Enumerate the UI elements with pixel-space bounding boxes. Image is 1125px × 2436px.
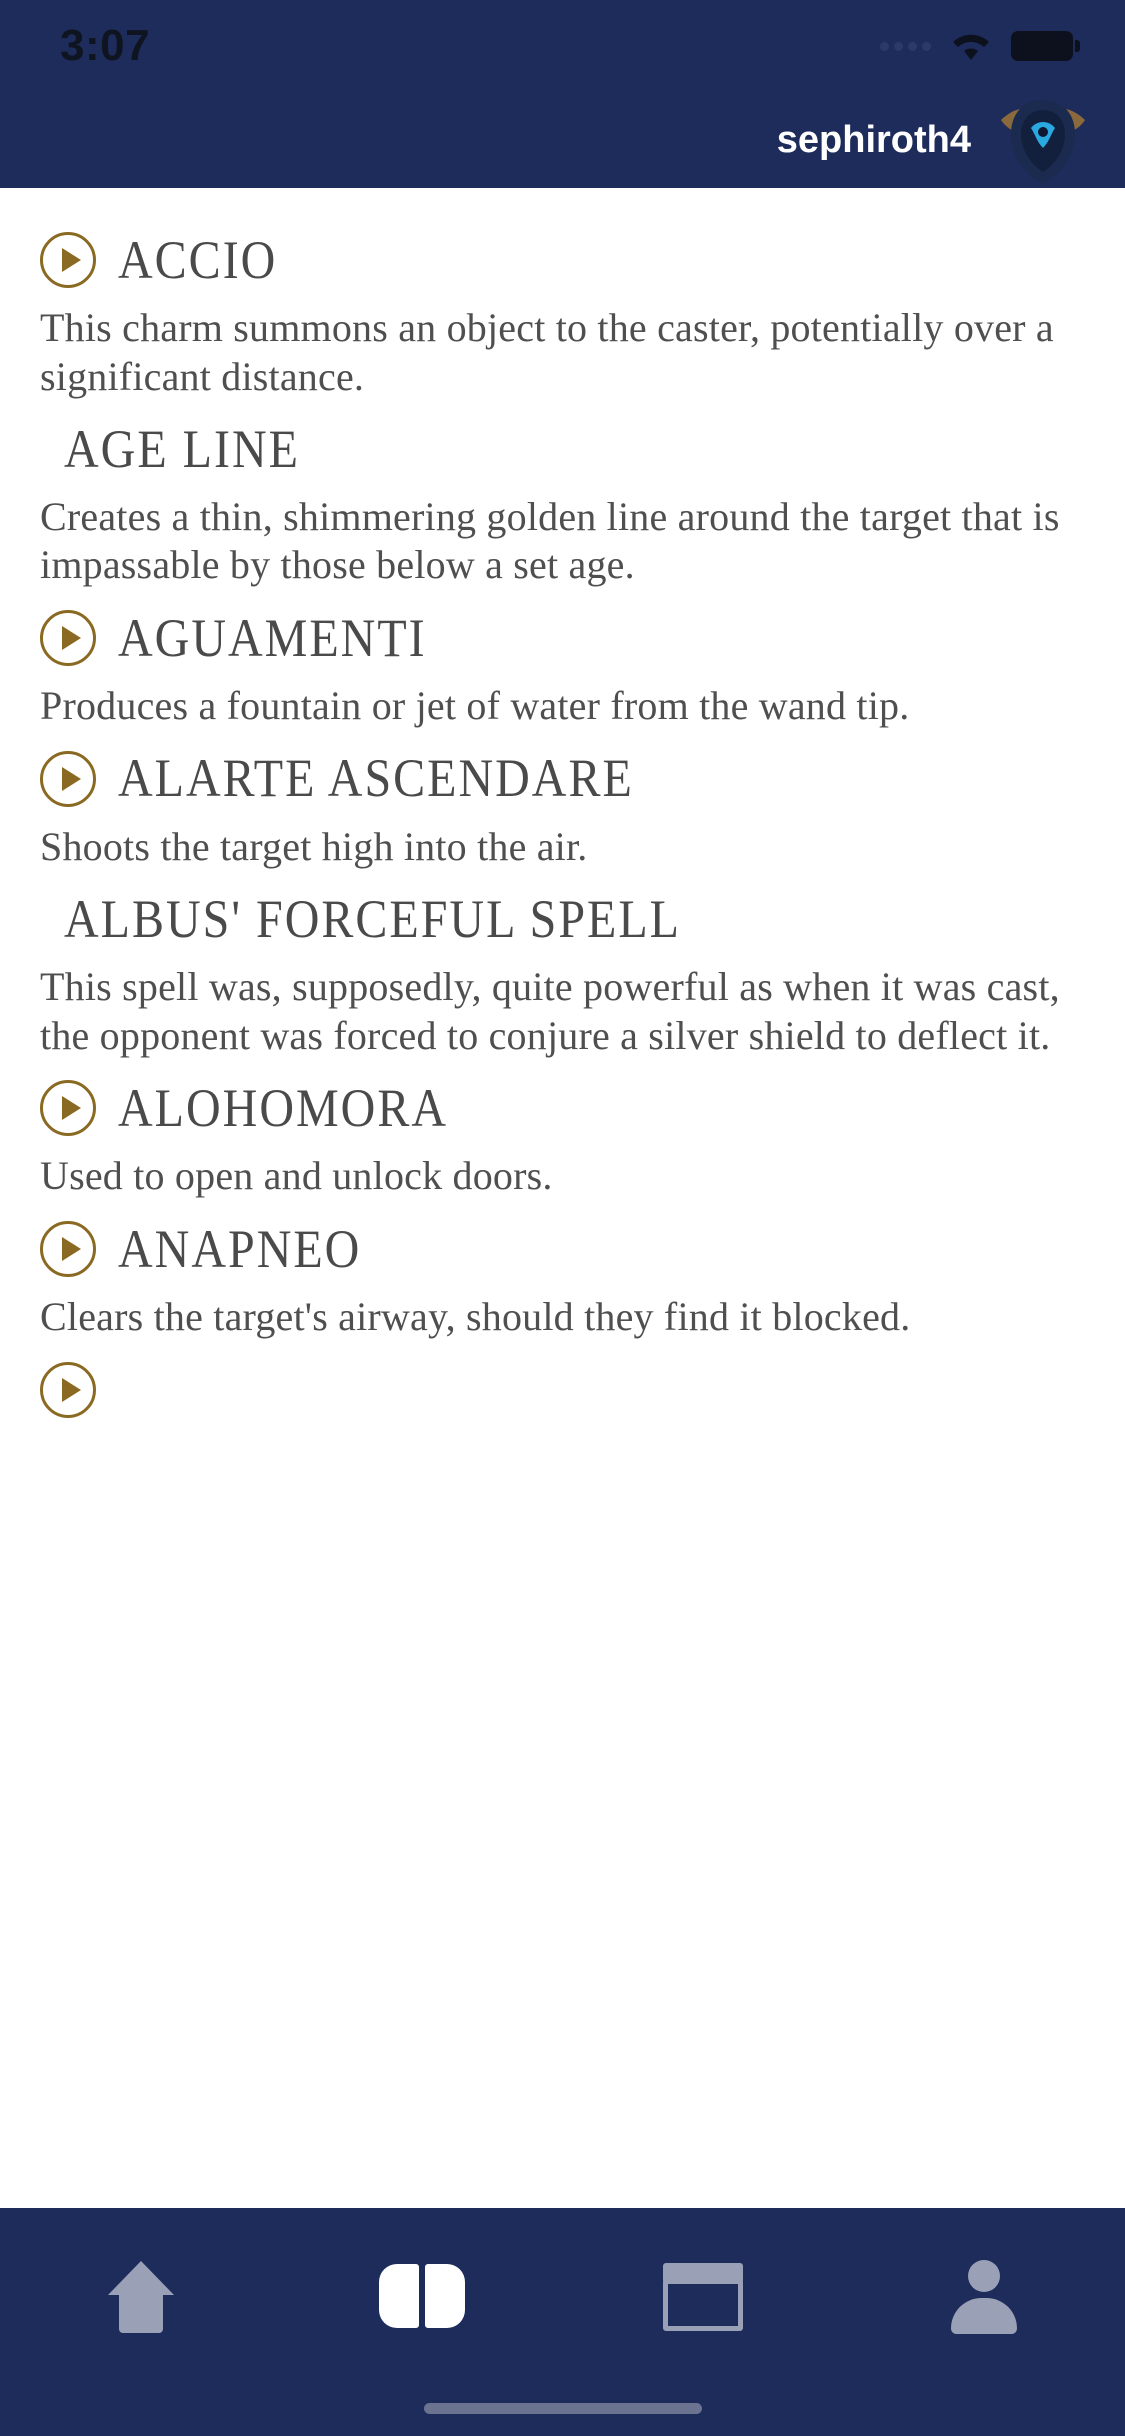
list-item[interactable]: [40, 600, 1085, 731]
spell-name: ALOHOMORA: [118, 1078, 448, 1139]
spell-description: Shoots the target high into the air.: [40, 823, 588, 869]
home-indicator[interactable]: [424, 2403, 702, 2414]
spell-name: AGUAMENTI: [118, 608, 427, 668]
list-item[interactable]: [40, 882, 1085, 1061]
shop-icon: [663, 2263, 743, 2331]
wifi-icon: [949, 29, 993, 63]
status-time: 3:07: [60, 21, 151, 70]
list-item[interactable]: [40, 741, 1085, 872]
spell-description: Clears the target's airway, should they find it blocked.: [40, 1294, 911, 1340]
spell-description: This spell was, supposedly, quite powerful as when it was cast, the opponent was forced to conjure a silver shield to deflect it.: [40, 963, 1060, 1058]
spell-header[interactable]: [40, 412, 1085, 483]
spell-header[interactable]: [40, 1352, 1085, 1424]
spell-name: ALARTE ASCENDARE: [118, 749, 634, 809]
spell-description: Used to open and unlock doors.: [40, 1153, 553, 1199]
signal-dots-icon: [880, 42, 931, 51]
list-item[interactable]: [40, 222, 1085, 402]
tab-book[interactable]: [281, 2242, 562, 2352]
list-item[interactable]: [40, 1211, 1085, 1342]
play-audio-icon[interactable]: [40, 1221, 96, 1277]
spell-header[interactable]: [40, 1070, 1085, 1142]
list-item[interactable]: [40, 412, 1085, 591]
ravenclaw-crest-icon[interactable]: [993, 90, 1093, 190]
spell-header[interactable]: [40, 1211, 1085, 1283]
header-username: sephiroth4: [776, 118, 971, 161]
tab-profile[interactable]: [844, 2242, 1125, 2352]
spell-description: Produces a fountain or jet of water from the wand tip.: [40, 683, 910, 729]
spell-name: AGE LINE: [64, 419, 300, 479]
app-header: [0, 92, 1125, 188]
spell-name: ALBUS' FORCEFUL SPELL: [64, 889, 681, 949]
spell-header[interactable]: [40, 222, 1085, 294]
play-audio-icon[interactable]: [40, 751, 96, 807]
spell-description: Creates a thin, shimmering golden line around the target that is impassable by those below a set age.: [40, 493, 1060, 588]
spell-name: ACCIO: [118, 230, 278, 290]
status-bar: [0, 0, 1125, 92]
tab-home[interactable]: [0, 2242, 281, 2352]
status-indicators: [880, 29, 1073, 63]
book-icon: [379, 2264, 465, 2330]
list-item[interactable]: [40, 1070, 1085, 1201]
spell-header[interactable]: [40, 600, 1085, 672]
play-audio-icon[interactable]: [40, 1362, 96, 1418]
battery-full-icon: [1011, 31, 1073, 61]
tab-shop[interactable]: [563, 2242, 844, 2352]
spell-name: ANAPNEO: [118, 1219, 362, 1279]
play-audio-icon[interactable]: [40, 1080, 96, 1136]
spell-list[interactable]: [0, 188, 1125, 2436]
list-item[interactable]: [40, 1352, 1085, 1424]
bottom-tab-bar[interactable]: [0, 2208, 1125, 2436]
home-icon: [102, 2261, 180, 2333]
profile-icon: [951, 2260, 1017, 2334]
play-audio-icon[interactable]: [40, 232, 96, 288]
spell-header[interactable]: [40, 882, 1085, 953]
play-audio-icon[interactable]: [40, 610, 96, 666]
spell-description: This charm summons an object to the caster, potentially over a significant distance.: [40, 305, 1054, 399]
spell-header[interactable]: [40, 741, 1085, 813]
